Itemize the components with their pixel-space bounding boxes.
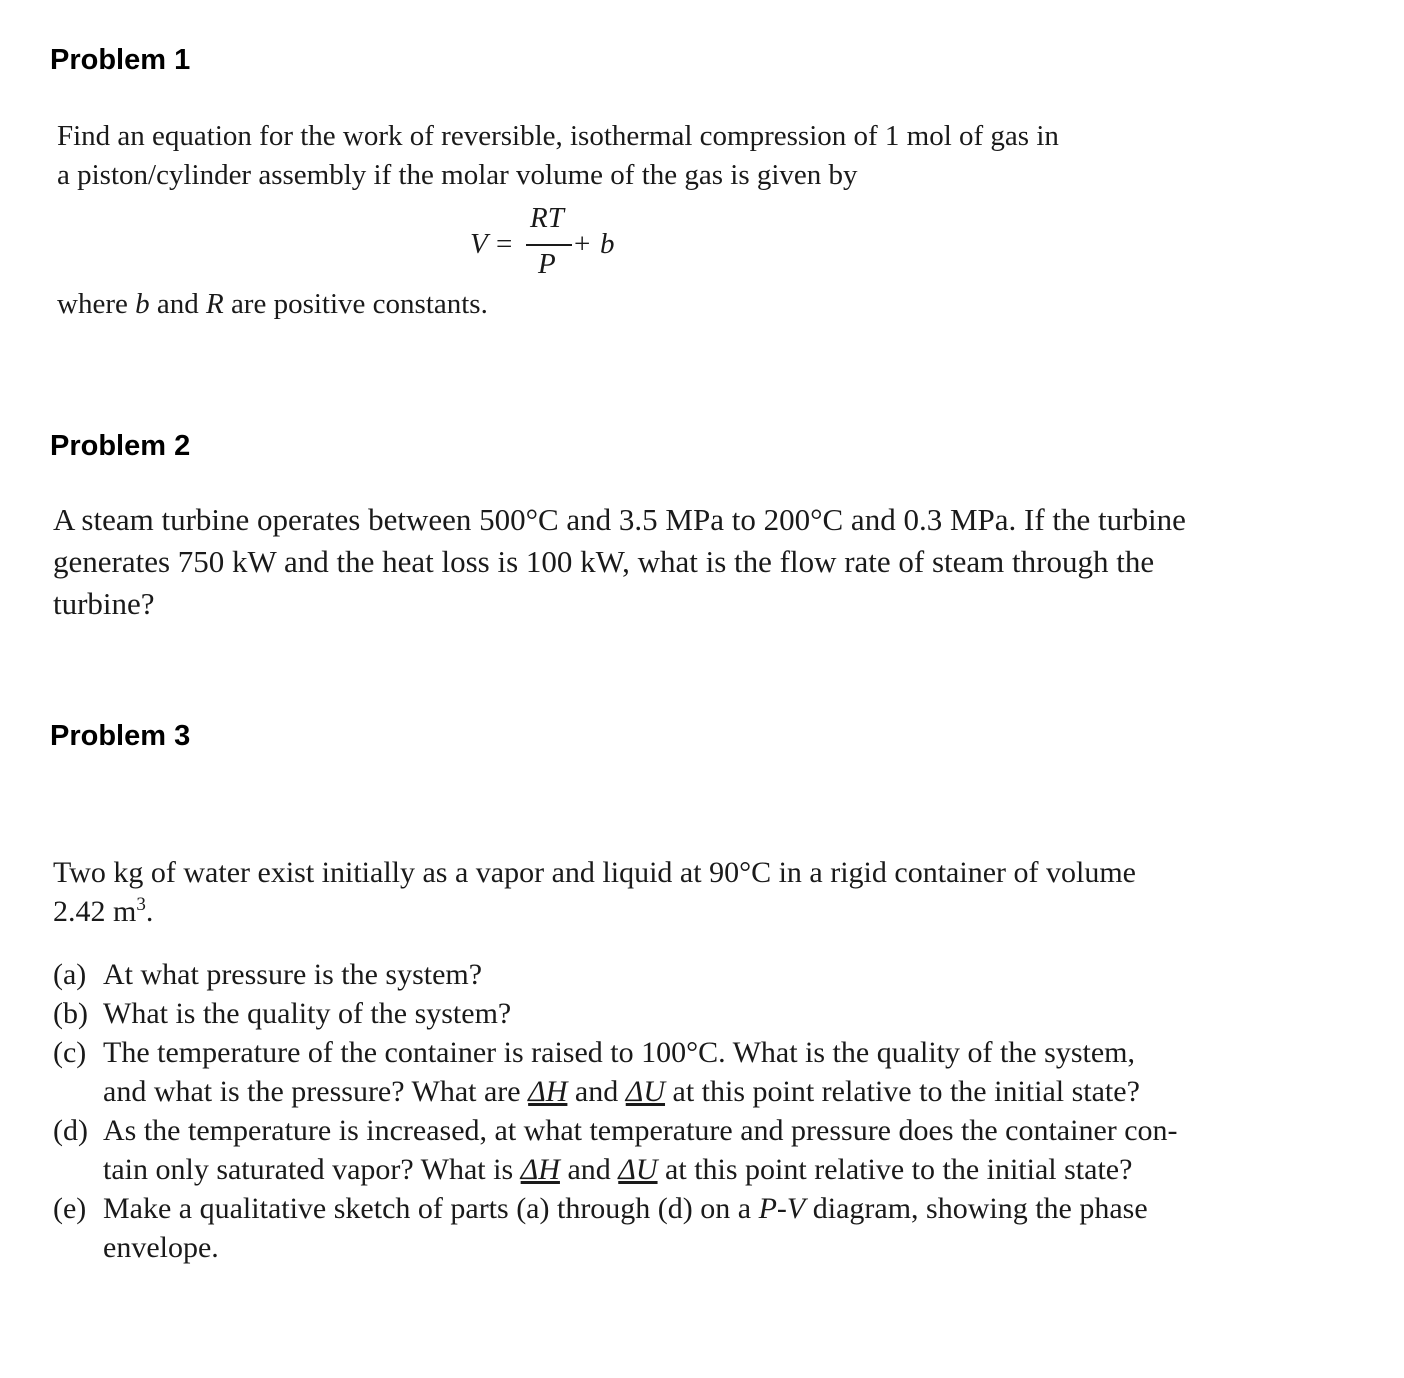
eq-denominator: P: [538, 248, 556, 280]
problem-3-text-line-2: 2.42 $m^3$.: [53, 894, 154, 928]
problem-3-text-line-1: Two kg of water exist initially as a vapor and liquid at 90°C in a rigid container of volume: [53, 856, 1136, 889]
problem-3-item-b: (b) What is the quality of the system?: [53, 997, 512, 1030]
eq-numerator: RT: [530, 202, 564, 234]
fraction-bar: [526, 244, 572, 246]
problem-2-text-line-3: turbine?: [53, 586, 155, 621]
eq-b: b: [600, 228, 615, 260]
eq-equals: =: [496, 228, 513, 260]
eq-lhs: V: [470, 228, 488, 260]
problem-2-text-line-1: A steam turbine operates between 500°C and 3.5 MPa to 200°C and 0.3 MPa. If the turbine: [53, 502, 1186, 537]
problem-3-item-e: (e) Make a qualitative sketch of parts (a) through (d) on a P-V diagram, showing the phase: [53, 1192, 1148, 1225]
problem-3-item-c-line-2: and what is the pressure? What are ΔH and ΔU at this point relative to the initial state?: [103, 1075, 1140, 1108]
problem-1-text-line-1: Find an equation for the work of reversible, isothermal compression of 1 mol of gas in: [57, 120, 1059, 152]
problem-2-heading: Problem 2: [50, 430, 191, 462]
problem-3-item-a: (a) At what pressure is the system?: [53, 958, 483, 991]
problem-1-heading: Problem 1: [50, 44, 191, 76]
eq-plus: +: [574, 228, 591, 260]
problem-2-text-line-2: generates 750 kW and the heat loss is 100 kW, what is the flow rate of steam through the: [53, 544, 1155, 579]
problem-3-item-d-line-2: tain only saturated vapor? What is ΔH and ΔU at this point relative to the initial state?: [103, 1153, 1133, 1186]
problem-3-item-d: (d) As the temperature is increased, at what temperature and pressure does the container con-: [53, 1114, 1178, 1147]
problem-3-item-c: (c) The temperature of the container is raised to 100°C. What is the quality of the system,: [53, 1036, 1135, 1069]
problem-1-text-line-2: a piston/cylinder assembly if the molar volume of the gas is given by: [57, 159, 858, 191]
molar-volume-equation: [470, 200, 640, 285]
problem-3-heading: Problem 3: [50, 720, 191, 752]
problem-1-where-line: where b and R are positive constants.: [57, 288, 488, 320]
problem-3-item-e-line-2: envelope.: [103, 1231, 219, 1264]
